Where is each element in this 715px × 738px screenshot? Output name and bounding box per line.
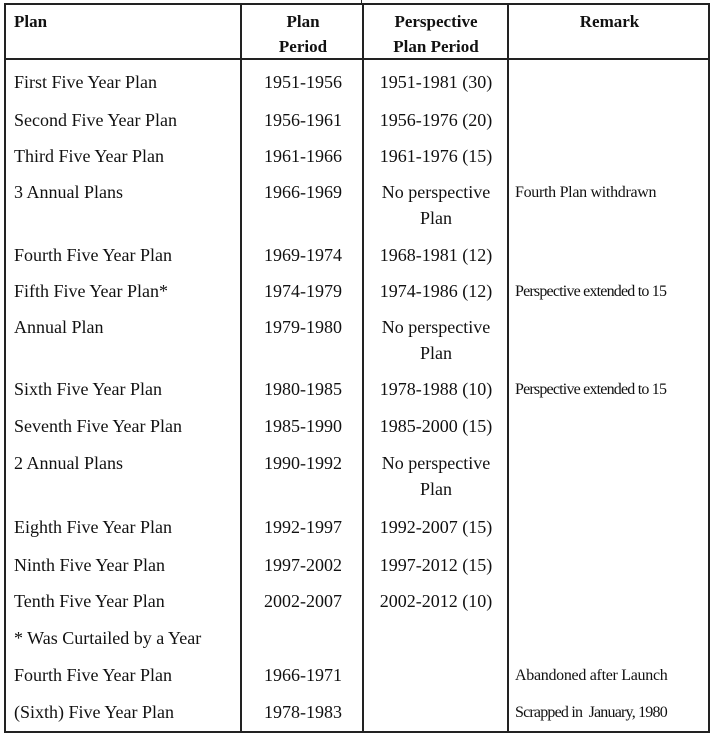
perspective-cell: 1992-2007 (15)	[379, 517, 493, 537]
perspective-cell: 2002-2012 (10)	[379, 591, 493, 611]
plan-cell: Eighth Five Year Plan	[14, 517, 173, 537]
perspective-cell: 1961-1976 (15)	[379, 146, 493, 166]
header-plan-period-line1: Plan	[286, 12, 320, 31]
plan-period-cell: 1974-1979	[264, 281, 342, 301]
plan-period-cell: 1980-1985	[264, 379, 342, 399]
plan-cell: Annual Plan	[14, 317, 104, 337]
plan-cell: Fourth Five Year Plan	[14, 245, 173, 265]
plan-period-cell: 1951-1956	[264, 72, 342, 92]
plan-period-cell: 1997-2002	[264, 555, 342, 575]
remark-cell: Perspective extended to 15	[515, 283, 667, 300]
perspective-cell: 1951-1981 (30)	[379, 72, 493, 92]
plan-cell: Tenth Five Year Plan	[14, 591, 165, 611]
plan-cell: Third Five Year Plan	[14, 146, 164, 166]
plan-period-cell: 1969-1974	[264, 245, 342, 265]
plan-cell: Fourth Five Year Plan	[14, 665, 173, 685]
plan-cell: Second Five Year Plan	[14, 110, 177, 130]
plan-cell: Seventh Five Year Plan	[14, 416, 182, 436]
plan-period-cell: 1985-1990	[264, 416, 342, 436]
plan-period-cell: 1990-1992	[264, 453, 342, 473]
plan-cell: Ninth Five Year Plan	[14, 555, 166, 575]
header-plan-period	[242, 9, 364, 59]
plan-cell: Sixth Five Year Plan	[14, 379, 163, 399]
footnote-cell: * Was Curtailed by a Year	[14, 628, 202, 648]
perspective-cell: 1956-1976 (20)	[379, 110, 493, 130]
header-remark: Remark	[579, 12, 640, 31]
plan-period-cell: 2002-2007	[264, 591, 342, 611]
plan-period-cell: 1978-1983	[264, 702, 342, 722]
header-perspective-line2: Plan Period	[393, 37, 479, 56]
plan-cell: First Five Year Plan	[14, 72, 158, 92]
five-year-plans-table	[4, 3, 710, 733]
perspective-cell: 1997-2012 (15)	[379, 555, 493, 575]
plan-cell: Fifth Five Year Plan*	[14, 281, 169, 301]
header-plan-period-line2: Period	[278, 37, 328, 56]
remark-cell: Abandoned after Launch	[515, 667, 668, 684]
header-perspective-line1: Perspective	[394, 12, 478, 31]
perspective-cell: 1974-1986 (12)	[379, 281, 493, 301]
plan-period-cell: 1961-1966	[264, 146, 342, 166]
perspective-cell: 1978-1988 (10)	[379, 379, 493, 399]
plan-cell: (Sixth) Five Year Plan	[14, 702, 175, 722]
perspective-cell: 1968-1981 (12)	[379, 245, 493, 265]
header-plan: Plan	[14, 12, 48, 31]
remark-cell: Scrapped in January, 1980	[515, 704, 667, 721]
plan-cell: 2 Annual Plans	[14, 453, 124, 473]
remark-cell: Fourth Plan withdrawn	[515, 184, 657, 201]
remark-cell: Perspective extended to 15	[515, 381, 667, 398]
plan-period-cell: 1956-1961	[264, 110, 342, 130]
perspective-cell: No perspective Plan	[381, 317, 491, 363]
plan-period-cell: 1966-1969	[264, 182, 342, 202]
perspective-cell: 1985-2000 (15)	[379, 416, 493, 436]
perspective-cell: No perspective Plan	[381, 453, 491, 499]
plan-period-cell: 1992-1997	[264, 517, 342, 537]
perspective-cell: No perspective Plan	[381, 182, 491, 228]
plan-period-cell: 1966-1971	[264, 665, 342, 685]
plan-period-cell: 1979-1980	[264, 317, 342, 337]
header-perspective-plan-period	[364, 9, 508, 59]
plan-cell: 3 Annual Plans	[14, 182, 124, 202]
